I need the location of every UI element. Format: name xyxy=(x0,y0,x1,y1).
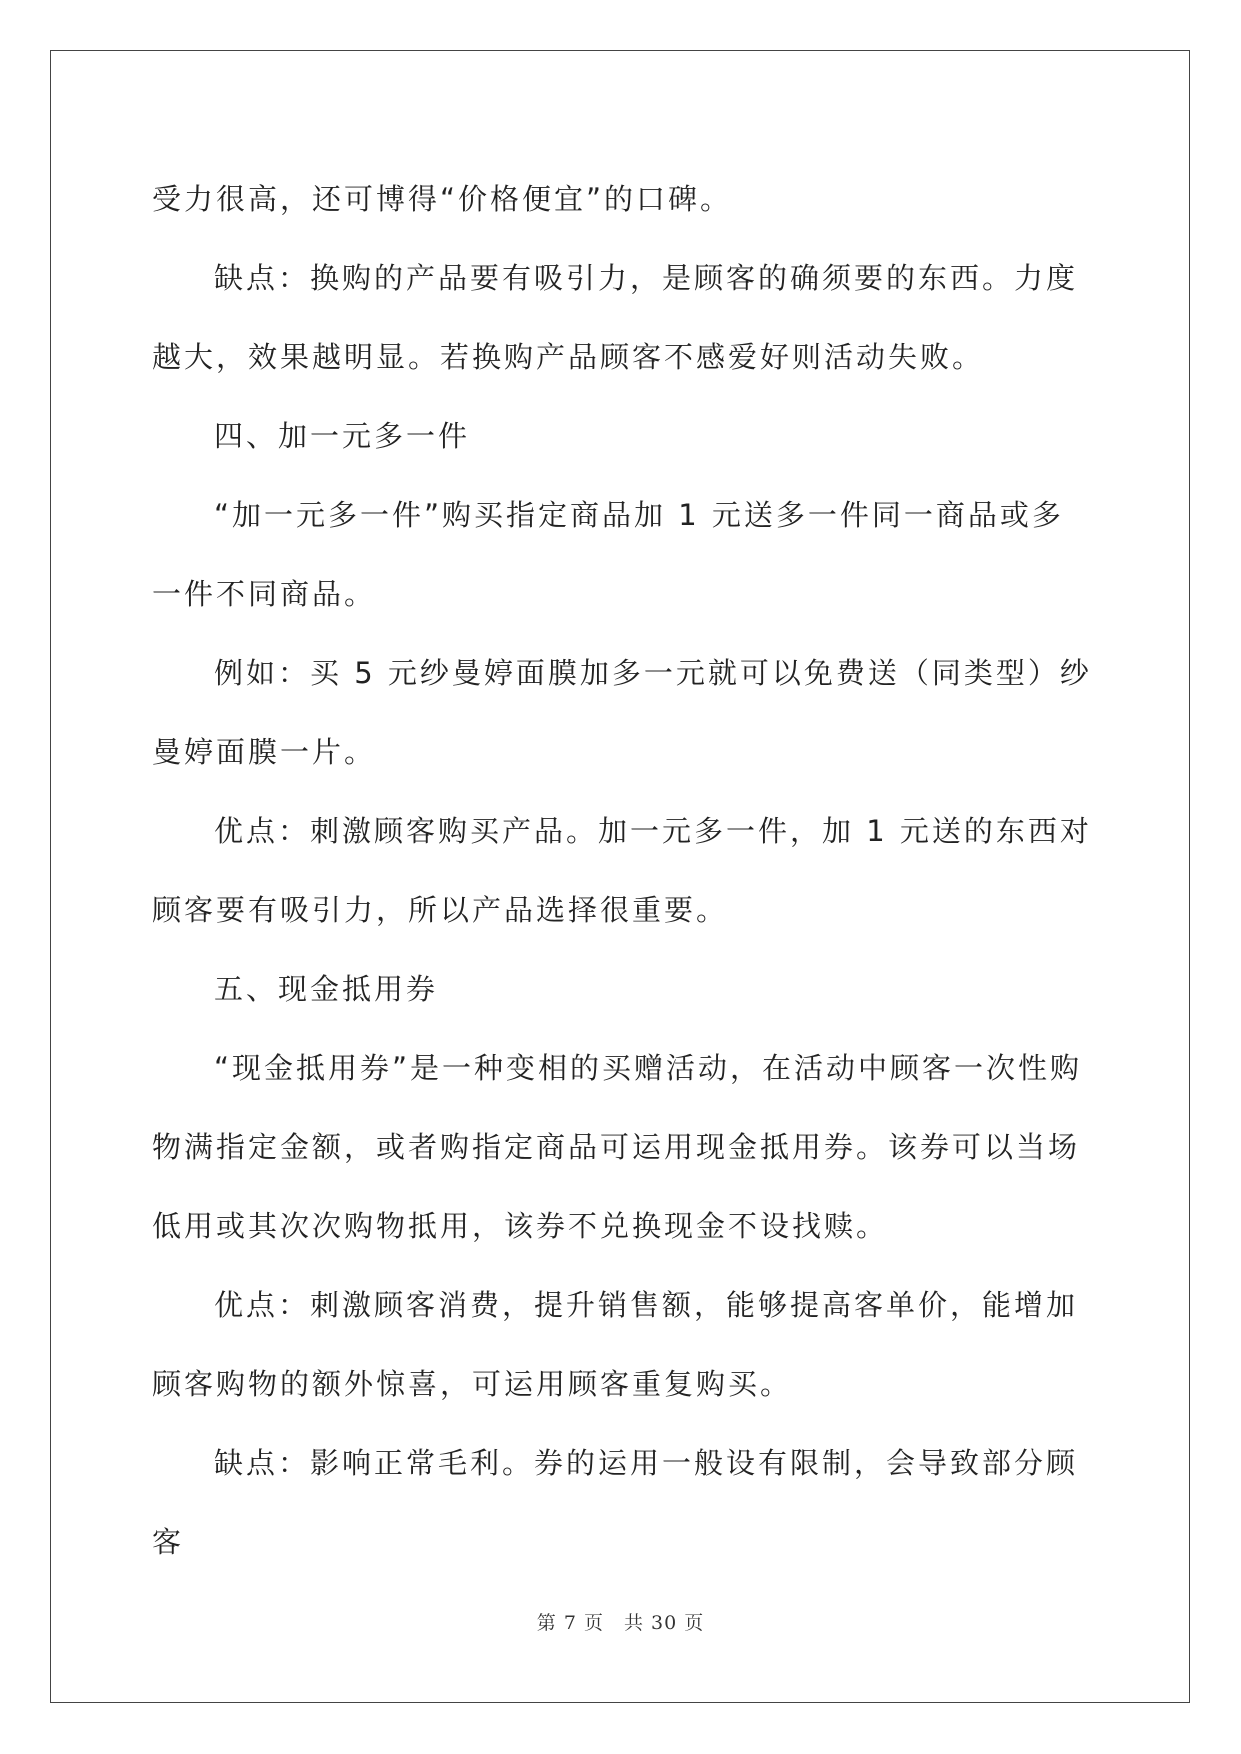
paragraph: 受力很高，还可博得“价格便宜”的口碑。 xyxy=(152,182,733,216)
paragraph: 优点：刺激顾客消费，提升销售额，能够提高客单价，能增加顾客购物的额外惊喜，可运用顾客重复购买。 xyxy=(152,1288,1079,1401)
paragraph: 优点：刺激顾客购买产品。加一元多一件，加 1 元送的东西对顾客要有吸引力，所以产品选择很重要。 xyxy=(152,814,1092,927)
paragraph: “现金抵用券”是一种变相的买赠活动，在活动中顾客一次性购物满指定金额，或者购指定商品可运用现金抵用券。该券可以当场低用或其次次购物抵用，该券不兑换现金不设找赎。 xyxy=(152,1051,1083,1243)
paragraph: 缺点：影响正常毛利。券的运用一般设有限制，会导致部分顾客 xyxy=(152,1446,1079,1559)
paragraph: “加一元多一件”购买指定商品加 1 元送多一件同一商品或多一件不同商品。 xyxy=(152,498,1064,611)
section-heading: 五、现金抵用券 xyxy=(214,972,439,1006)
paragraph: 例如：买 5 元纱曼婷面膜加多一元就可以免费送（同类型）纱曼婷面膜一片。 xyxy=(152,656,1092,769)
document-body xyxy=(152,160,1092,1582)
page-number-footer: 第 7 页 共 30 页 xyxy=(536,1612,705,1634)
section-heading: 四、加一元多一件 xyxy=(214,419,471,453)
paragraph: 缺点：换购的产品要有吸引力，是顾客的确须要的东西。力度越大，效果越明显。若换购产品顾客不感爱好则活动失败。 xyxy=(152,261,1079,374)
